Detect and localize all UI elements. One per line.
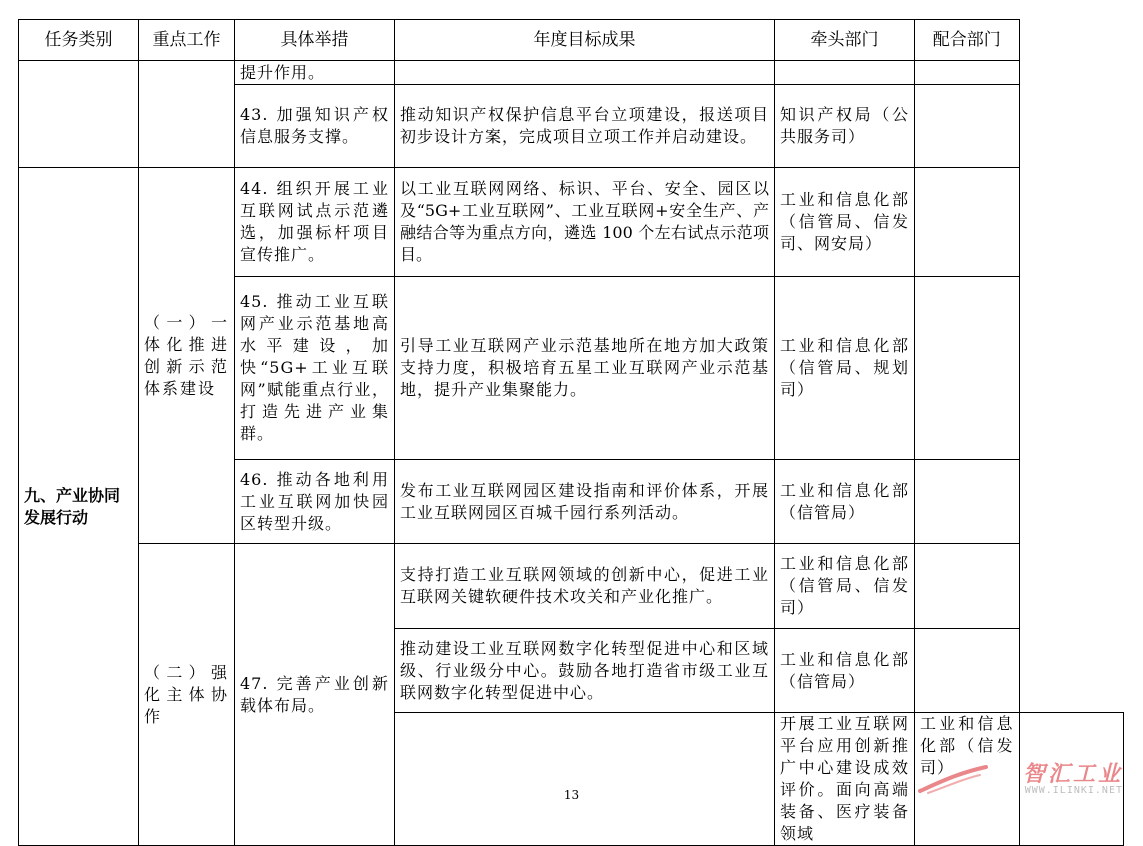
coop-cell — [915, 629, 1020, 713]
coop-cell — [915, 61, 1020, 85]
measure-cell: 43. 加强知识产权信息服务支撑。 — [235, 85, 395, 168]
table-row — [19, 61, 1124, 85]
coop-cell — [915, 85, 1020, 168]
goal-cell: 推动建设工业互联网数字化转型促进中心和区域级、行业级分中心。鼓励各地打造省市级工业互联网数字化转型促进中心。 — [395, 629, 775, 713]
header-cooperating-department: 配合部门 — [915, 20, 1020, 61]
table-row — [19, 168, 1124, 277]
lead-cell: 工业和信息化部（信管局、信发司） — [775, 544, 915, 629]
coop-cell — [915, 168, 1020, 277]
watermark-url: WWW.ILINKI.NET — [1024, 785, 1123, 796]
watermark-brand: 智汇工业 — [1022, 762, 1123, 787]
lead-cell: 工业和信息化部（信管局、信发司、网安局） — [775, 168, 915, 277]
header-key-work: 重点工作 — [139, 20, 235, 61]
focus-cell: （一）一体化推进创新示范体系建设 — [139, 168, 235, 544]
lead-cell — [775, 61, 915, 85]
lead-cell: 工业和信息化部（信管局） — [775, 629, 915, 713]
policy-task-table — [18, 19, 1124, 846]
goal-cell: 推动知识产权保护信息平台立项建设，报送项目初步设计方案，完成项目立项工作并启动建设。 — [395, 85, 775, 168]
page-number: 13 — [563, 788, 580, 802]
header-annual-goals: 年度目标成果 — [395, 20, 775, 61]
goal-cell — [395, 61, 775, 85]
coop-cell — [915, 460, 1020, 544]
task-cell-empty — [19, 61, 139, 168]
header-specific-measures: 具体举措 — [235, 20, 395, 61]
table-header-row — [19, 20, 1124, 61]
lead-cell: 工业和信息化部（信管局、规划司） — [775, 277, 915, 460]
coop-cell — [915, 277, 1020, 460]
goal-cell: 开展工业互联网平台应用创新推广中心建设成效评价。面向高端装备、医疗装备领域 — [775, 713, 915, 846]
measure-cell: 46. 推动各地利用工业互联网加快园区转型升级。 — [235, 460, 395, 544]
measure-cell: 47. 完善产业创新载体布局。 — [235, 544, 395, 846]
coop-cell — [915, 544, 1020, 629]
goal-cell: 支持打造工业互联网领域的创新中心，促进工业互联网关键软硬件技术攻关和产业化推广。 — [395, 544, 775, 629]
task-cell-empty — [395, 713, 775, 846]
lead-cell: 知识产权局（公共服务司） — [775, 85, 915, 168]
goal-cell: 引导工业互联网产业示范基地所在地方加大政策支持力度，积极培育五星工业互联网产业示范基地，提升产业集聚能力。 — [395, 277, 775, 460]
lead-cell: 工业和信息化部（信管局） — [775, 460, 915, 544]
task-category-cell: 九、产业协同发展行动 — [19, 168, 139, 846]
focus-cell: （二）强化主体协作 — [139, 544, 235, 846]
goal-cell: 发布工业互联网园区建设指南和评价体系，开展工业互联网园区百城千园行系列活动。 — [395, 460, 775, 544]
goal-cell: 以工业互联网网络、标识、平台、安全、园区以及“5G+工业互联网”、工业互联网+安全生产、产融结合等为重点方向，遴选 100 个左右试点示范项目。 — [395, 168, 775, 277]
focus-cell-empty — [139, 61, 235, 168]
measure-cell: 44. 组织开展工业互联网试点示范遴选，加强标杆项目宣传推广。 — [235, 168, 395, 277]
table-row — [19, 544, 1124, 629]
measure-cell: 45. 推动工业互联网产业示范基地高水平建设，加快“5G+工业互联网”赋能重点行业，打造先进产业集群。 — [235, 277, 395, 460]
site-watermark — [918, 755, 1133, 803]
header-lead-department: 牵头部门 — [775, 20, 915, 61]
header-task-category: 任务类别 — [19, 20, 139, 61]
lead-cell: 工业和信息化部（信发司） — [915, 713, 1020, 846]
watermark-swoosh-icon — [918, 765, 988, 795]
measure-cell: 提升作用。 — [235, 61, 395, 85]
